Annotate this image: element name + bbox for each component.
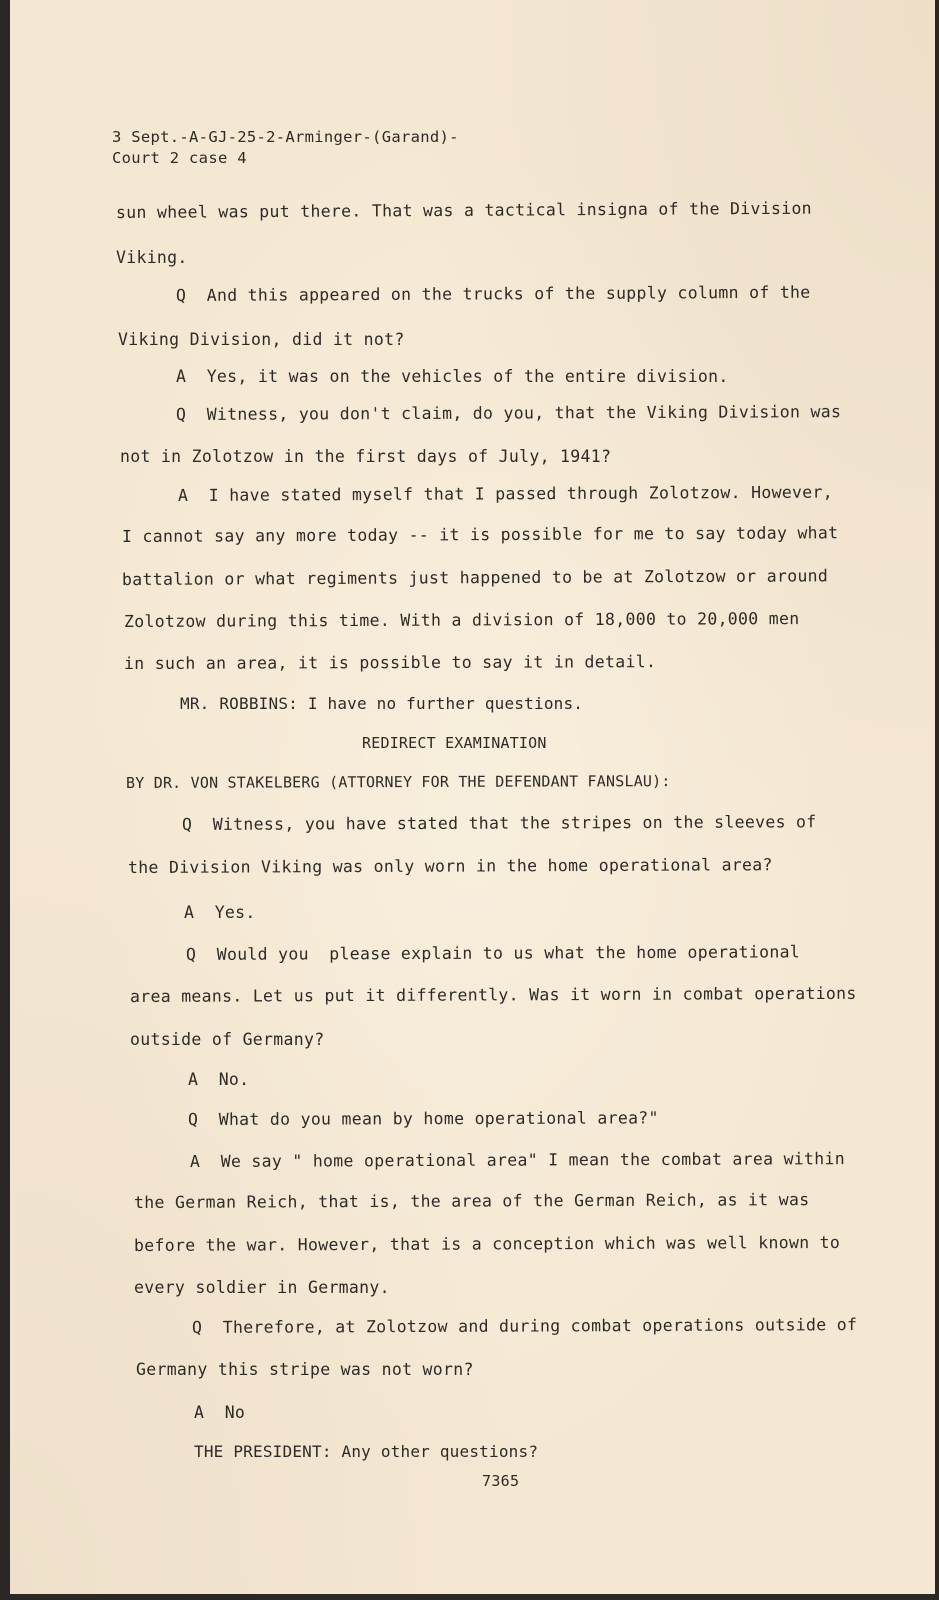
text-line: A No.	[188, 1070, 250, 1089]
text-line: A I have stated myself that I passed through Zolotzow. However,	[177, 482, 834, 505]
text-line: Germany this stripe was not worn?	[136, 1360, 474, 1379]
header-line-1: 3 Sept.-A-GJ-25-2-Arminger-(Garand)-	[112, 128, 459, 146]
text-line: A Yes, it was on the vehicles of the entire division.	[176, 367, 729, 386]
text-line: area means. Let us put it differently. Was it worn in combat operations	[129, 983, 857, 1006]
text-line: in such an area, it is possible to say it in detail.	[123, 652, 657, 673]
text-line: Zolotzow during this time. With a division of 18,000 to 20,000 men	[123, 609, 800, 631]
text-line: battalion or what regiments just happened to be at Zolotzow or around	[121, 566, 829, 589]
text-line: every soldier in Germany.	[134, 1278, 390, 1297]
text-line: A Yes.	[184, 903, 256, 922]
text-line: Viking Division, did it not?	[118, 330, 405, 349]
text-line: Q And this appeared on the trucks of the supply column of the	[175, 282, 811, 305]
speaker-line: MR. ROBBINS: I have no further questions.	[180, 694, 584, 713]
text-line: not in Zolotzow in the first days of July, 1941?	[120, 447, 612, 466]
speaker-line: THE PRESIDENT: Any other questions?	[194, 1442, 539, 1461]
examiner-line: BY DR. VON STAKELBERG (ATTORNEY FOR THE DEFENDANT FANSLAU):	[125, 772, 671, 792]
text-line: Q What do you mean by home operational area?"	[187, 1108, 659, 1129]
section-heading: REDIRECT EXAMINATION	[362, 734, 547, 752]
text-line: Q Therefore, at Zolotzow and during combat operations outside of	[191, 1315, 858, 1337]
text-line: before the war. However, that is a conception which was well known to	[133, 1232, 841, 1255]
text-line: outside of Germany?	[130, 1030, 325, 1049]
text-line: Q Would you please explain to us what the home operational	[185, 942, 801, 964]
text-line: the Division Viking was only worn in the home operational area?	[127, 855, 773, 877]
text-line: sun wheel was put there. That was a tactical insigna of the Division	[115, 198, 812, 222]
text-line: I cannot say any more today -- it is possible for me to say today what	[121, 523, 839, 546]
text-line: A We say " home operational area" I mean the combat area within	[189, 1149, 846, 1171]
text-line: Q Witness, you have stated that the stripes on the sleeves of	[181, 812, 817, 834]
text-line: Viking.	[116, 248, 188, 267]
header-line-2: Court 2 case 4	[112, 149, 247, 167]
text-line: the German Reich, that is, the area of the German Reich, as it was	[133, 1190, 810, 1212]
text-line: A No	[194, 1403, 246, 1422]
text-line: Q Witness, you don't claim, do you, that the Viking Division was	[175, 402, 842, 424]
page-number: 7365	[482, 1472, 520, 1490]
